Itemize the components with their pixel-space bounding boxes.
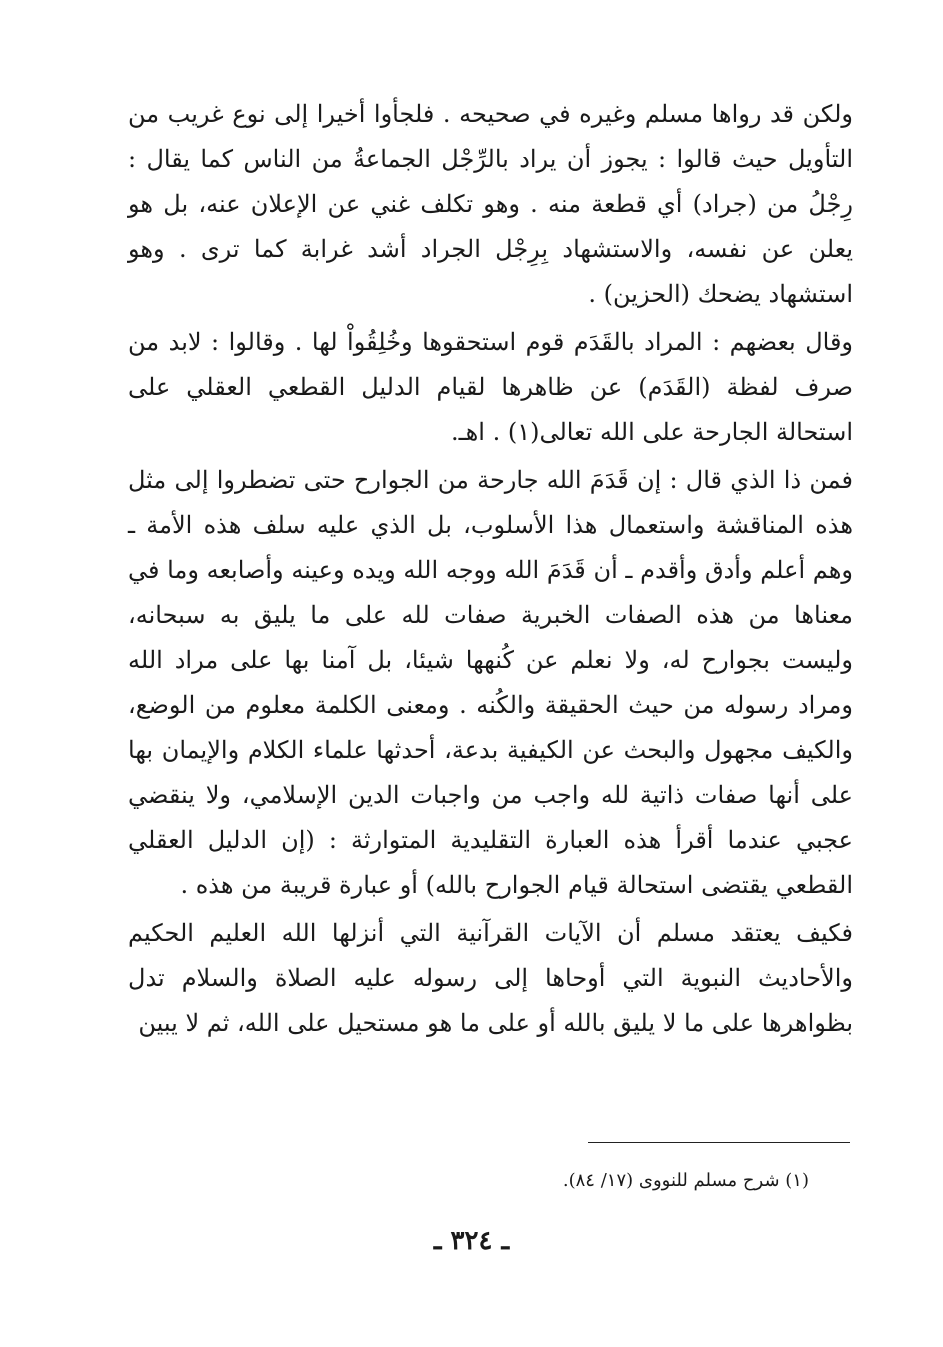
main-text [128, 92, 853, 1046]
paragraph-2: وقال بعضهم : المراد بالقَدَم قوم استحقوها وخُلِقُواْ لها . وقالوا : لابد من صرف لفظة (القَدَم) عن ظاهرها لقيام الدليل القطعي العقلي على استحالة الجارحة على الله تعالى(١) . اهـ. [128, 328, 853, 446]
footnote-divider [588, 1142, 850, 1143]
page-number: ـ ٣٢٤ ـ [433, 1226, 510, 1256]
paragraph-1: ولكن قد رواها مسلم وغيره في صحيحه . فلجأوا أخيرا إلى نوع غريب من التأويل حيث قالوا : يجوز أن يراد بالرِّجْل الجماعةُ من الناس كما يقال : رِجْلُ من (جراد) أي قطعة منه . وهو تكلف غني عن الإعلان عنه، بل هو يعلن عن نفسه، والاستشهاد بِرِجْل الجراد أشد غرابة كما ترى . وهو استشهاد يضحك (الحزين) . [128, 100, 853, 308]
paragraph-3: فمن ذا الذي قال : إن قَدَمَ الله جارحة من الجوارح حتى تضطروا إلى مثل هذه المناقشة واستعمال هذا الأسلوب، بل الذي عليه سلف هذه الأمة ـ وهم أعلم وأدق وأقدم ـ أن قَدَمَ الله ووجه الله ويده وعينه وأصابعه وما في معناها من هذه الصفات الخبرية صفات لله على ما يليق به سبحانه، وليست بجوارح له، ولا نعلم عن كُنهها شيئا، بل آمنا بها على مراد الله ومراد رسوله من حيث الحقيقة والكُنه . ومعنى الكلمة معلوم من الوضع، والكيف مجهول والبحث عن الكيفية بدعة، أحدثها علماء الكلام والإيمان بها على أنها صفات ذاتية لله واجب من واجبات الدين الإسلامي، ولا ينقضي عجبي عندما أقرأ هذه العبارة التقليدية المتوارثة : (إن الدليل العقلي القطعي يقتضى استحالة قيام الجوارح بالله) أو عبارة قريبة من هذه . [128, 466, 853, 899]
footnote: (١) شرح مسلم للنووى (١٧/ ٨٤). [562, 1170, 809, 1191]
paragraph-4: فكيف يعتقد مسلم أن الآيات القرآنية التي أنزلها الله العليم الحكيم والأحاديث النبوية التي أوحاها إلى رسوله عليه الصلاة والسلام تدل بظواهرها على ما لا يليق بالله أو على ما هو مستحيل على الله، ثم لا يبين [128, 919, 853, 1037]
